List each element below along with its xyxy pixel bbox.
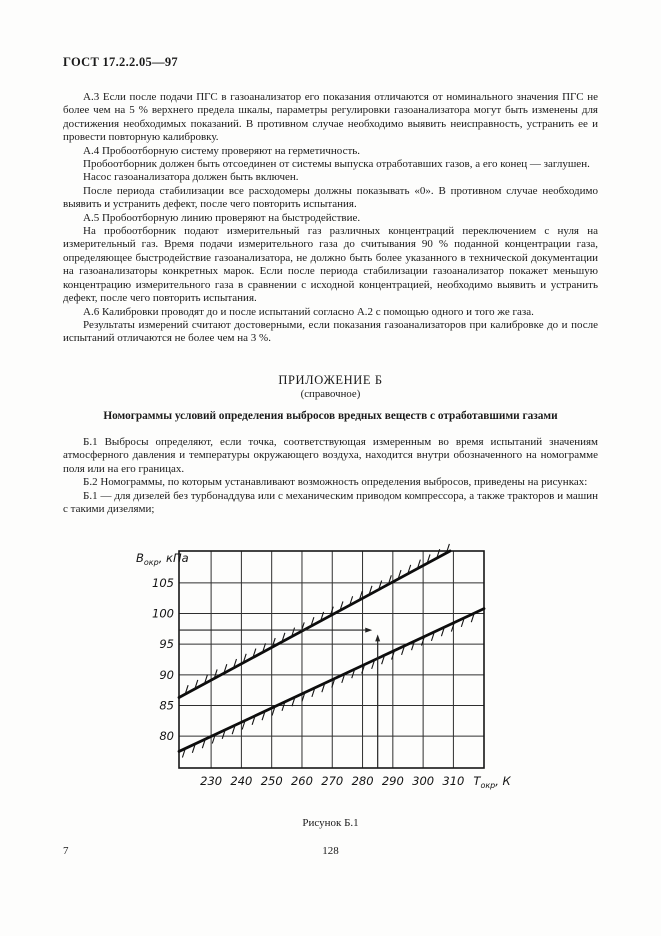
page-number-left: 7 bbox=[63, 845, 69, 857]
upper-boundary bbox=[179, 551, 450, 698]
nomogram-chart bbox=[128, 538, 528, 810]
paragraph-a3: А.3 Если после подачи ПГС в газоанализатор его показания отличаются от номинального значения ПГС не более чем на 5 % верхнего предела шкалы, параметры регулировки газоанализатора могут быть изменены для достижения необходимых показаний. В противном случае необходимо выявить неисправность, устранить ее и провести повторную калибровку. bbox=[63, 91, 598, 144]
x-tick-label: 270 bbox=[321, 774, 344, 788]
y-tick-label: 90 bbox=[159, 667, 174, 682]
paragraph-a4: А.4 Пробоотборную систему проверяют на герметичность. bbox=[83, 144, 361, 157]
x-tick-label: 310 bbox=[442, 774, 465, 788]
paragraph-a6: А.6 Калибровки проводят до и после испытаний согласно А.2 с помощью одного и того же газа. bbox=[83, 305, 534, 318]
figure-caption: Рисунок Б.1 bbox=[302, 817, 359, 829]
x-tick-label: 290 bbox=[381, 774, 404, 788]
y-tick-label: 80 bbox=[159, 729, 174, 744]
y-tick-label: 105 bbox=[152, 575, 174, 590]
paragraph-a4-probe: Пробоотборник должен быть отсоединен от системы выпуска отработавших газов, а его конец — заглушен. bbox=[83, 158, 590, 171]
paragraph-a4-flowmeters: После периода стабилизации все расходомеры должны показывать «0». В противном случае необходимо выявить и устранить дефект, после чего повторить испытания. bbox=[63, 184, 598, 211]
appendix-text bbox=[63, 436, 598, 516]
x-tick-label: 260 bbox=[290, 774, 313, 788]
page-number-center: 128 bbox=[322, 845, 339, 857]
y-axis-title: $В_{окр}$, кПа bbox=[136, 551, 189, 567]
y-tick-label: 85 bbox=[159, 698, 174, 713]
paragraph-a6-results: Результаты измерений считают достоверными, если показания газоанализаторов при калибровке до и после испытаний отличаются не более чем на 3 %. bbox=[63, 318, 598, 345]
up-arrow-icon bbox=[375, 634, 380, 641]
paragraph-b1-diesels: Б.1 — для дизелей без турбонаддува или с механическим приводом компрессора, а также тракторов и машин с такими дизелями; bbox=[63, 489, 598, 516]
paragraph-b2: Б.2 Номограммы, по которым устанавливают возможность определения выбросов, приведены на рисунках: bbox=[83, 476, 588, 489]
y-tick-label: 100 bbox=[152, 606, 174, 621]
x-tick-label: 240 bbox=[230, 774, 253, 788]
appendix-title: ПРИЛОЖЕНИЕ Б bbox=[278, 373, 383, 387]
x-tick-label: 300 bbox=[412, 774, 435, 788]
x-tick-label: 250 bbox=[260, 774, 283, 788]
document-number: ГОСТ 17.2.2.05—97 bbox=[63, 55, 178, 69]
x-tick-label: 230 bbox=[200, 774, 223, 788]
paragraph-b1: Б.1 Выбросы определяют, если точка, соответствующая измеренным во время испытаний значениям атмосферного давления и температуры окружающего воздуха, находится внутри обозначенного на номограмме поля или на его границах. bbox=[63, 436, 598, 475]
paragraph-a5-detail: На пробоотборник подают измерительный газ различных концентраций переключением с нуля на измерительный газ. Время подачи измерительного газа до считывания 90 % поданной концентрации газа, определяющее быстродействие газоанализатора, не должно быть более указанного в технической документации на газоанализаторы конкретных марок. Если после периода стабилизации газоанализатор покажет меньшую концентрацию измерительного газа в сравнении с исходной концентрацией, необходимо выявить и устранить дефект, после чего повторить испытания. bbox=[63, 225, 598, 305]
section-a-text bbox=[63, 91, 598, 346]
x-tick-label: 280 bbox=[351, 774, 374, 788]
appendix-heading: Номограммы условий определения выбросов вредных веществ с отработавшими газами bbox=[103, 410, 558, 422]
right-arrow-icon bbox=[365, 628, 372, 633]
paragraph-a4-pump: Насос газоанализатора должен быть включен. bbox=[83, 171, 299, 184]
y-tick-label: 95 bbox=[159, 637, 174, 652]
paragraph-a5: А.5 Пробоотборную линию проверяют на быстродействие. bbox=[83, 211, 361, 224]
appendix-subtitle: (справочное) bbox=[300, 388, 361, 400]
x-axis-title: $Т_{окр}$, К bbox=[473, 774, 511, 790]
